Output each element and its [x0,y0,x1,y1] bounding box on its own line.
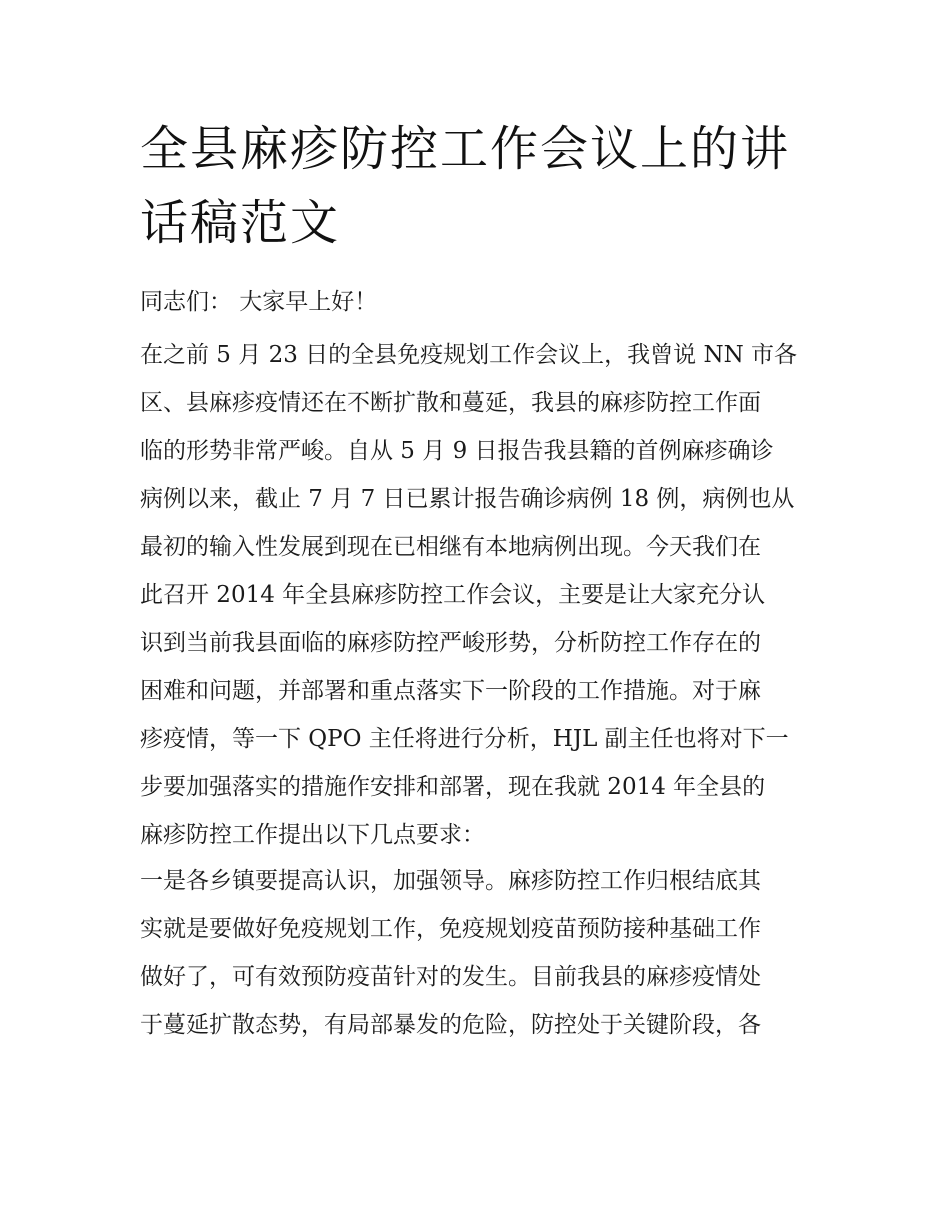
paragraph-line: 在之前 5 月 23 日的全县免疫规划工作会议上，我曾说 NN 市各 [140,342,798,368]
paragraph-line: 于蔓延扩散态势，有局部暴发的危险，防控处于关键阶段，各 [140,1012,761,1038]
paragraph-line: 一是各乡镇要提高认识，加强领导。麻疹防控工作归根结底其 [140,868,761,894]
paragraph-line: 麻疹防控工作提出以下几点要求： [140,822,485,848]
document-title: 全县麻疹防控工作会议上的讲话稿范文 [140,121,791,251]
paragraph-line: 困难和问题，并部署和重点落实下一阶段的工作措施。对于麻 [140,678,761,704]
paragraph-line: 此召开 2014 年全县麻疹防控工作会议，主要是让大家充分认 [140,582,766,608]
paragraph-line: 做好了，可有效预防疫苗针对的发生。目前我县的麻疹疫情处 [140,964,761,990]
greeting-line: 同志们： 大家早上好！ [140,289,378,315]
paragraph-line: 最初的输入性发展到现在已相继有本地病例出现。今天我们在 [140,534,761,560]
paragraph-line: 实就是要做好免疫规划工作，免疫规划疫苗预防接种基础工作 [140,916,761,942]
paragraph-line: 临的形势非常严峻。自从 5 月 9 日报告我县籍的首例麻疹确诊 [140,438,774,464]
paragraph-line: 区、县麻疹疫情还在不断扩散和蔓延，我县的麻疹防控工作面 [140,390,761,416]
paragraph-line: 步要加强落实的措施作安排和部署，现在我就 2014 年全县的 [140,774,766,800]
paragraph-line: 识到当前我县面临的麻疹防控严峻形势，分析防控工作存在的 [140,630,761,656]
paragraph-line: 病例以来，截止 7 月 7 日已累计报告确诊病例 18 例，病例也从 [140,486,795,512]
paragraph-line: 疹疫情，等一下 QPO 主任将进行分析，HJL 副主任也将对下一 [140,726,789,752]
